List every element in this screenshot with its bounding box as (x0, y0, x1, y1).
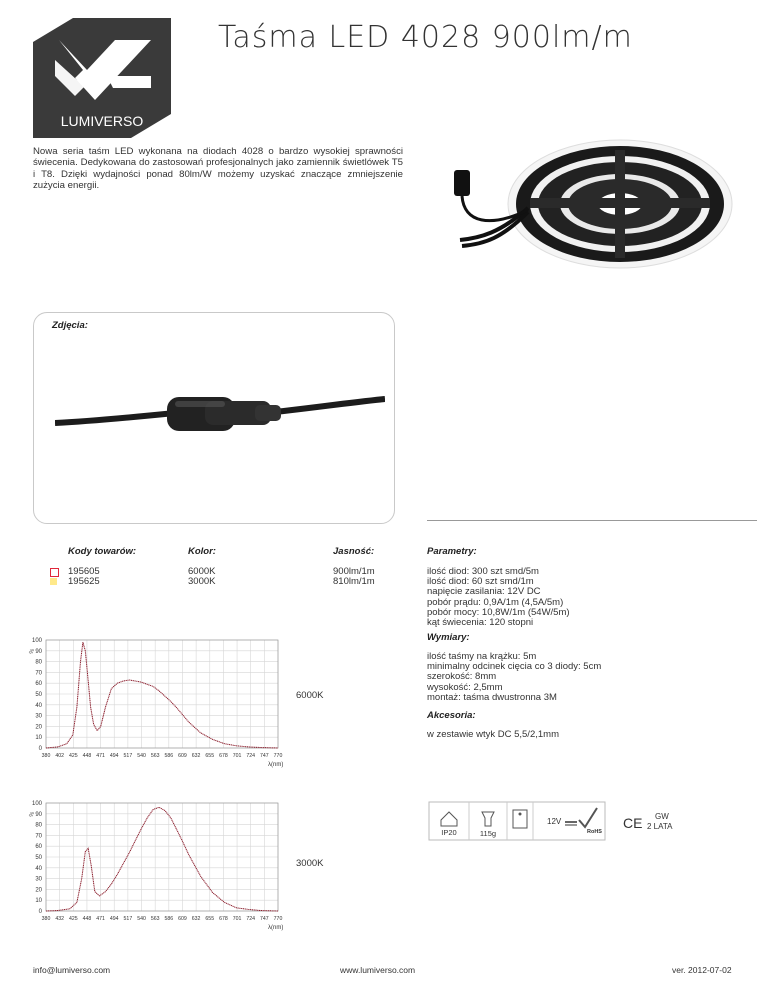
spectrum-chart-6000k (28, 632, 298, 779)
x-tick-label: 724 (246, 753, 256, 759)
brand-logo (33, 18, 171, 138)
x-tick-label: 655 (205, 753, 215, 759)
y-tick-label: 80 (35, 659, 42, 666)
y-tick-label: 90 (35, 811, 42, 818)
y-tick-label: 50 (35, 692, 42, 698)
product-code: 195605 (68, 566, 100, 577)
color-swatch-red (50, 568, 59, 577)
y-tick-label: 50 (35, 855, 42, 861)
product-color: 3000K (188, 576, 216, 587)
parameters-list (427, 567, 570, 628)
x-tick-label: 402 (55, 753, 64, 759)
accessories-list (427, 730, 559, 740)
x-tick-label: 494 (109, 916, 119, 922)
brand-name: LUMIVERSO (60, 113, 144, 129)
x-tick-label: 380 (41, 916, 51, 922)
led-reel-image (440, 128, 740, 276)
x-tick-label: 678 (219, 753, 228, 759)
y-tick-label: 100 (31, 801, 42, 807)
dimension-item: minimalny odcinek cięcia co 3 diody: 5cm (427, 661, 602, 673)
x-tick-label: 747 (260, 753, 269, 759)
x-tick-label: 425 (68, 916, 78, 922)
parameter-item: napięcie zasilania: 12V DC (427, 586, 541, 598)
temperature-icon (513, 810, 527, 828)
chart-label-3000k: 3000K (296, 858, 324, 869)
x-tick-label: 632 (191, 916, 201, 922)
x-tick-label: 517 (123, 753, 133, 759)
accessory-item: w zestawie wtyk DC 5,5/2,1mm (427, 729, 559, 740)
x-tick-label: 770 (273, 753, 283, 759)
dimensions-list (427, 652, 601, 703)
footer-website[interactable]: www.lumiverso.com (340, 965, 416, 975)
dimension-item: wysokość: 2,5mm (427, 681, 503, 693)
x-tick-label: 678 (219, 916, 228, 922)
y-tick-label: 40 (35, 702, 42, 709)
y-tick-label: 20 (35, 724, 42, 731)
x-tick-label: 586 (164, 916, 174, 922)
x-tick-label: 448 (82, 916, 92, 922)
x-tick-label: 563 (150, 916, 160, 922)
chart-label-6000k: 6000K (296, 690, 324, 701)
x-tick-label: 432 (55, 916, 64, 922)
y-tick-label: 60 (35, 681, 42, 688)
parameter-item: pobór prądu: 0,9A/1m (4,5A/5m) (427, 596, 564, 608)
certification-icons (427, 800, 727, 842)
rohs-label: RoHS (587, 829, 602, 835)
y-tick-label: 70 (35, 670, 42, 677)
page-title: Taśma LED 4028 900lm/m (218, 20, 633, 55)
y-tick-label: 90 (35, 648, 42, 655)
x-tick-label: 494 (109, 753, 119, 759)
y-tick-label: 80 (35, 822, 42, 829)
y-axis-label: % (28, 648, 37, 656)
x-axis-label: λ(nm) (268, 762, 284, 768)
x-tick-label: 540 (137, 916, 146, 922)
y-axis-label: % (28, 811, 37, 819)
x-tick-label: 655 (205, 916, 215, 922)
section-divider (427, 520, 757, 521)
dimension-item: montaż: taśma dwustronna 3M (427, 691, 557, 703)
color-swatch-yellow (50, 578, 57, 585)
x-tick-label: 425 (68, 753, 78, 759)
voltage-value: 12V (547, 817, 562, 826)
y-tick-label: 0 (38, 909, 42, 915)
dimensions-heading: Wymiary: (427, 632, 470, 643)
x-tick-label: 724 (246, 916, 256, 922)
house-icon (441, 812, 457, 826)
ce-mark: CE (623, 815, 643, 831)
dimension-item: szerokość: 8mm (427, 671, 497, 683)
y-tick-label: 10 (35, 735, 42, 742)
y-tick-label: 20 (35, 887, 42, 894)
x-tick-label: 632 (191, 753, 201, 759)
spectrum-chart-3000k (28, 795, 298, 942)
warranty-bottom: 2 LATA (647, 822, 673, 831)
weight-icon (482, 812, 494, 826)
warranty-top: GW (655, 812, 669, 821)
ip-rating: IP20 (441, 828, 457, 837)
brightness-heading: Jasność: (333, 546, 375, 557)
spectrum-chart-svg (28, 632, 298, 774)
product-color: 6000K (188, 566, 216, 577)
x-tick-label: 701 (232, 916, 242, 922)
parameters-heading: Parametry: (427, 546, 477, 557)
x-tick-label: 770 (273, 916, 283, 922)
product-code: 195625 (68, 576, 100, 587)
weight-value: 115g (479, 829, 497, 838)
parameter-item: pobór mocy: 10,8W/1m (54W/5m) (427, 606, 570, 618)
x-tick-label: 448 (82, 753, 92, 759)
x-tick-label: 517 (123, 916, 133, 922)
y-tick-label: 60 (35, 844, 42, 851)
product-brightness: 900lm/1m (333, 566, 375, 577)
color-heading: Kolor: (188, 546, 216, 557)
y-tick-label: 40 (35, 865, 42, 872)
y-tick-label: 30 (35, 876, 42, 883)
x-tick-label: 471 (96, 753, 105, 759)
footer-version: ver. 2012-07-02 (672, 965, 732, 975)
y-tick-label: 30 (35, 713, 42, 720)
dc-connector-image (55, 375, 385, 455)
dimension-item: ilość taśmy na krążku: 5m (427, 651, 537, 662)
photos-label: Zdjęcia: (52, 320, 88, 331)
x-tick-label: 609 (178, 916, 187, 922)
y-tick-label: 70 (35, 833, 42, 840)
parameter-item: kąt świecenia: 120 stopni (427, 617, 534, 629)
y-tick-label: 0 (38, 746, 42, 752)
x-axis-label: λ(nm) (268, 925, 284, 931)
y-tick-label: 10 (35, 898, 42, 905)
parameter-item: ilość diod: 60 szt smd/1m (427, 576, 534, 588)
parameter-item: ilość diod: 300 szt smd/5m (427, 566, 539, 577)
footer-email[interactable]: info@lumiverso.com (33, 965, 111, 975)
x-tick-label: 563 (150, 753, 160, 759)
x-tick-label: 471 (96, 916, 105, 922)
x-tick-label: 586 (164, 753, 174, 759)
spectrum-chart-svg (28, 795, 298, 937)
x-tick-label: 380 (41, 753, 51, 759)
product-brightness: 810lm/1m (333, 576, 375, 587)
x-tick-label: 701 (232, 753, 242, 759)
spectrum-line (46, 807, 278, 911)
product-description: Nowa seria taśm LED wykonana na diodach 4028 o bardzo wysokiej sprawności świecenia. Dedykowana do zastosowań profesjonalnych jako zamiennik świetlówek T5 i T8. Dzięki wydajności ponad 80lm/W możemy uzyskać znaczące zmniejszenie zużycia energii. (33, 146, 403, 192)
x-tick-label: 540 (137, 753, 146, 759)
x-tick-label: 609 (178, 753, 187, 759)
accessories-heading: Akcesoria: (427, 710, 476, 721)
x-tick-label: 747 (260, 916, 269, 922)
codes-heading: Kody towarów: (68, 546, 137, 557)
check-icon (579, 808, 597, 827)
spectrum-line (46, 642, 278, 748)
y-tick-label: 100 (31, 638, 42, 644)
